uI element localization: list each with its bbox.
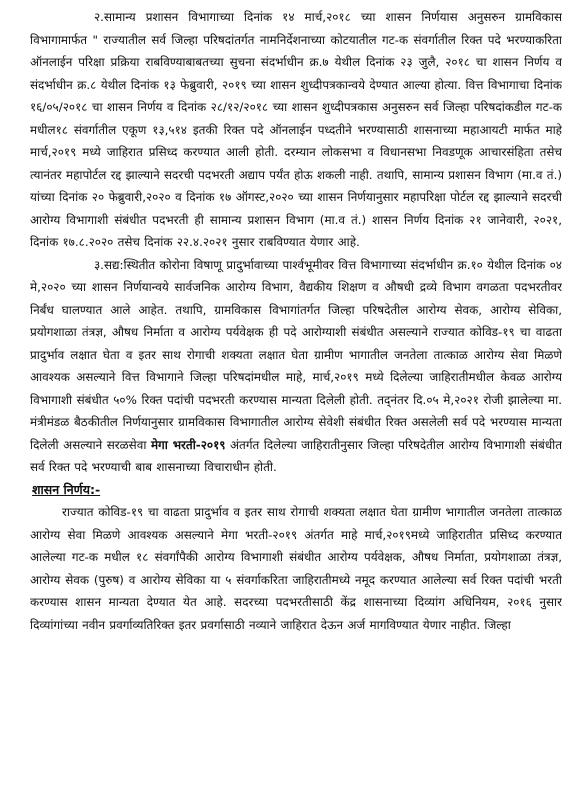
paragraph-decision: राज्यात कोविड-१९ चा वाढता प्रादुर्भाव व इतर साथ रोगाची शक्यता लक्षात घेता ग्रामीण भागातील जनतेला तात्काळ आरोग्य सेवा मिळणे आवश्यक असल्याने मेगा भरती-२०१९ अंतर्गत माहे मार्च,२०१९मध्ये जाहिरातीत प्रसिध्द करण्यात आलेल्या गट-क मधील १८ संवर्गांपैकी आरोग्य विभागाशी संबंधीत आरोग्य पर्यवेक्षक, औषध निर्माता, प्रयोगशाळा तंत्रज्ञ, आरोग्य सेवक (पुरुष) व आरोग्य सेविका या ५ संवर्गाकरिता जाहिरातीमध्ये नमूद करण्यात आलेल्या सर्व रिक्त पदांची भरती करण्यास शासन मान्यता देण्यात येत आहे. सदरच्या पदभरतीसाठी केंद्र शासनाच्या दिव्यांग अधिनियम, २०१६ नुसार दिव्यांगांच्या नवीन प्रवर्गाव्यतिरिक्त इतर प्रवर्गासाठी नव्याने जाहिरात देऊन अर्ज मागविण्यात येणार नाहीत. जिल्हा — [30, 505, 562, 632]
document-page — [30, 6, 562, 801]
section-3-text-end: अंतर्गत दिलेल्या जाहिरातीनुसार जिल्हा परिषदेतील आरोग्य विभागाशी संबंधीत सर्व रिक्त पदे भरण्याची बाब शासनाच्या विचाराधीन होती. — [30, 437, 562, 474]
mega-recruitment-bold: मेगा भरती-२०१९ — [150, 437, 226, 452]
paragraph-section-2 — [30, 6, 562, 254]
section-2-text: सामान्य प्रशासन विभागाच्या दिनांक १४ मार्च,२०१८ च्या शासन निर्णयास अनुसरुन ग्रामविकास विभागामार्फत " राज्यातील सर्व जिल्हा परिषदांतर्गत नामनिर्देशनाच्या कोटयातील गट-क संवर्गातील रिक्त पदे भरण्याकरिता ऑनलाईन परिक्षा प्रक्रिया राबविण्याबाबतच्या सुचना संदर्भाधीन क्र.७ येथील दिनांक २३ जुलै, २०१८ चा शासन निर्णय व संदर्भाधीन क्र.८ येथील दिनांक १३ फेब्रुवारी, २०१९ च्या शासन शुध्दीपत्रकान्वये देण्यात आल्या होत्या. वित्त विभागाचा दिनांक १६/०५/२०१८ चा शासन निर्णय व दिनांक २८/१२/२०१८ च्या शासन शुध्दीपत्रकास अनुसरुन सर्व जिल्हा परिषदांकडील गट-क मधील१८ संवर्गातील एकूण १३,५१४ इतकी रिक्त पदे ऑनलाईन पध्दतीने भरण्यासाठी शासनाच्या महाआयटी मार्फत माहे मार्च,२०१९ मध्ये जाहिरात प्रसिध्द करण्यात आली होती. दरम्यान लोकसभा व विधानसभा निवडणूक आचारसंहिता तसेच त्यानंतर महापोर्टल रद्द झाल्याने सदरची पदभरती अद्याप पर्यंत होऊ शकली नाही. तथापि, सामान्य प्रशासन विभाग (मा.व तं.) यांच्या दिनांक २० फेब्रुवारी,२०२० व दिनांक १७ ऑगस्ट,२०२० च्या शासन निर्णयानुसार महापरिक्षा पोर्टल रद्द झाल्याने सदरची आरोग्य विभागाशी संबंधीत पदभरती ही सामान्य प्रशासन विभाग (मा.व तं.) शासन निर्णय दिनांक २१ जानेवारी, २०२१, दिनांक १७.८.२०२० तसेच दिनांक २२.४.२०२१ नुसार राबविण्यात येणार आहे. — [30, 10, 562, 249]
decision-heading: शासन निर्णय:- — [32, 481, 101, 497]
section-number: ३. — [94, 257, 104, 272]
paragraph-section-3 — [30, 254, 562, 479]
section-number: २. — [94, 10, 104, 24]
section-3-text: सद्य:स्थितीत कोरोना विषाणू प्रादुर्भावाच्या पार्श्वभूमीवर वित्त विभागाच्या संदर्भाधीन क्र.१० येथील दिनांक ०४ मे,२०२० च्या शासन निर्णयान्वये सार्वजनिक आरोग्य विभाग, वैद्यकीय शिक्षण व औषधी द्रव्ये विभाग वगळता पदभरतीवर निर्बंध घालण्यात आले आहेत. तथापि, ग्रामविकास विभागांतर्गत जिल्हा परिषदेतील आरोग्य सेवक, आरोग्य सेविका, प्रयोगशाळा तंत्रज्ञ, औषध निर्माता व आरोग्य पर्यवेक्षक ही पदे आरोग्याशी संबंधीत असल्याने राज्यात कोविड-१९ चा वाढता प्रादुर्भाव लक्षात घेता व इतर साथ रोगाची शक्यता लक्षात घेता ग्रामीण भागातील जनतेला तात्काळ आरोग्य सेवा मिळणे आवश्यक असल्याने वित्त विभागाने जिल्हा परिषदांमधील माहे, मार्च,२०१९ मध्ये दिलेल्या जाहिरातीमधील केवळ आरोग्य विभागाशी संबंधीत ५०% रिक्त पदांची पदभरती करण्यास मान्यता दिलेली होती. तद्नंतर दि.०५ मे,२०२१ रोजी झालेल्या मा. मंत्रीमंडळ बैठकीतील निर्णयानुसार ग्रामविकास विभागातील आरोग्य सेवेशी संबंधीत रिक्त असलेली सर्व पदे भरण्यास मान्यता दिलेली असल्याने सरळसेवा — [30, 257, 562, 452]
